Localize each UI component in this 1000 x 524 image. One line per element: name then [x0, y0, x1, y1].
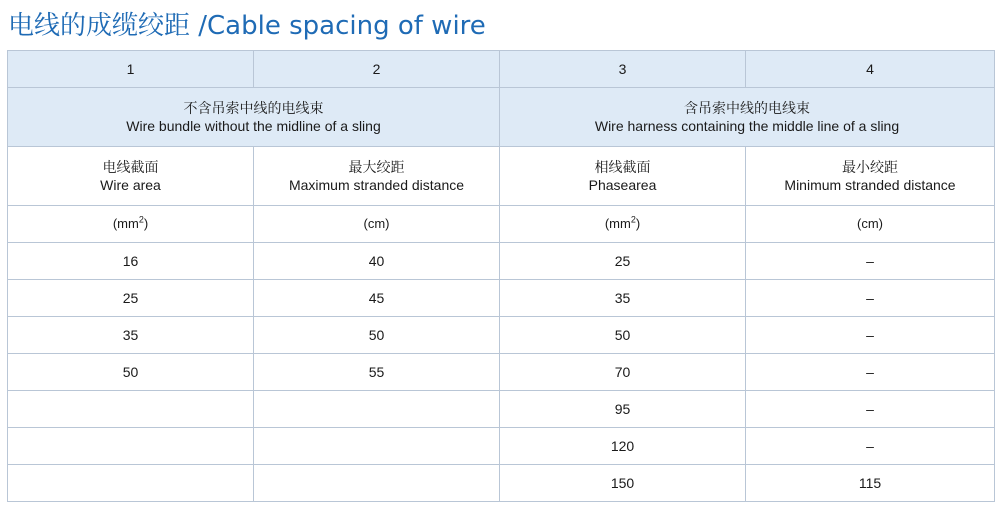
unit-cell: [500, 206, 746, 243]
table-cell: 150: [500, 465, 746, 502]
column-header-zh: 最大绞距: [348, 159, 405, 175]
table-cell: –: [746, 243, 995, 280]
unit-cell: [746, 206, 995, 243]
group-header-zh: 不含吊索中线的电线束: [183, 100, 324, 116]
table-cell: 50: [8, 354, 254, 391]
column-header-zh: 最小绞距: [842, 159, 898, 175]
unit-superscript: 2: [138, 214, 144, 225]
table-row: [8, 428, 995, 465]
table-row: [8, 354, 995, 391]
column-header-min-distance: [746, 147, 995, 206]
unit-tail: ): [143, 216, 149, 231]
table-cell: [8, 391, 254, 428]
column-header-en: Phasearea: [588, 177, 657, 193]
group-header-zh: 含吊索中线的电线束: [684, 100, 810, 116]
table-row: [8, 243, 995, 280]
group-header-without-midline: [8, 88, 500, 147]
column-header-max-distance: [254, 147, 500, 206]
table-cell: 50: [500, 317, 746, 354]
table-cell: 25: [8, 280, 254, 317]
table-cell: [8, 465, 254, 502]
table-cell: 45: [254, 280, 500, 317]
table-cell: [254, 465, 500, 502]
table-cell: 35: [500, 280, 746, 317]
column-header-en: Minimum stranded distance: [784, 177, 956, 193]
table-cell: 120: [500, 428, 746, 465]
unit-cell: [254, 206, 500, 243]
unit-base: (mm: [112, 216, 139, 231]
table-cell: –: [746, 280, 995, 317]
page-title: 电线的成缆绞距 /Cable spacing of wire: [8, 11, 486, 41]
column-header-en: Maximum stranded distance: [288, 177, 465, 193]
table-cell: –: [746, 391, 995, 428]
column-header-row: [8, 147, 995, 206]
unit-base: (cm): [857, 216, 883, 231]
group-header-row: [8, 88, 995, 147]
column-header-en: Wire area: [100, 177, 161, 193]
table-cell: 16: [8, 243, 254, 280]
table-cell: [8, 428, 254, 465]
cable-spacing-table: [7, 50, 995, 502]
table-cell: 25: [500, 243, 746, 280]
column-header-phase-area: [500, 147, 746, 206]
group-header-en: Wire harness containing the middle line of a sling: [594, 118, 900, 134]
group-header-with-midline: [500, 88, 995, 147]
column-number: 3: [500, 51, 746, 88]
unit-tail: ): [635, 216, 641, 231]
table-cell: –: [746, 317, 995, 354]
table-cell: 95: [500, 391, 746, 428]
table-cell: 50: [254, 317, 500, 354]
table-cell: 55: [254, 354, 500, 391]
column-number-row: [8, 51, 995, 88]
unit-base: (cm): [363, 216, 390, 231]
table-cell: –: [746, 428, 995, 465]
column-header-wire-area: [8, 147, 254, 206]
table-cell: [254, 428, 500, 465]
unit-superscript: 2: [630, 214, 636, 225]
column-header-zh: 相线截面: [594, 159, 651, 175]
table-row: [8, 317, 995, 354]
group-header-en: Wire bundle without the midline of a sling: [126, 118, 381, 134]
column-number: 2: [254, 51, 500, 88]
column-number: 4: [746, 51, 995, 88]
table-cell: 115: [746, 465, 995, 502]
unit-base: (mm: [604, 216, 631, 231]
table-row: [8, 280, 995, 317]
table-row: [8, 391, 995, 428]
table-row: [8, 465, 995, 502]
table-cell: 35: [8, 317, 254, 354]
column-number: 1: [8, 51, 254, 88]
table-cell: 40: [254, 243, 500, 280]
table-cell: 70: [500, 354, 746, 391]
column-header-zh: 电线截面: [102, 159, 159, 175]
unit-row: [8, 206, 995, 243]
table-cell: [254, 391, 500, 428]
table-cell: –: [746, 354, 995, 391]
unit-cell: [8, 206, 254, 243]
